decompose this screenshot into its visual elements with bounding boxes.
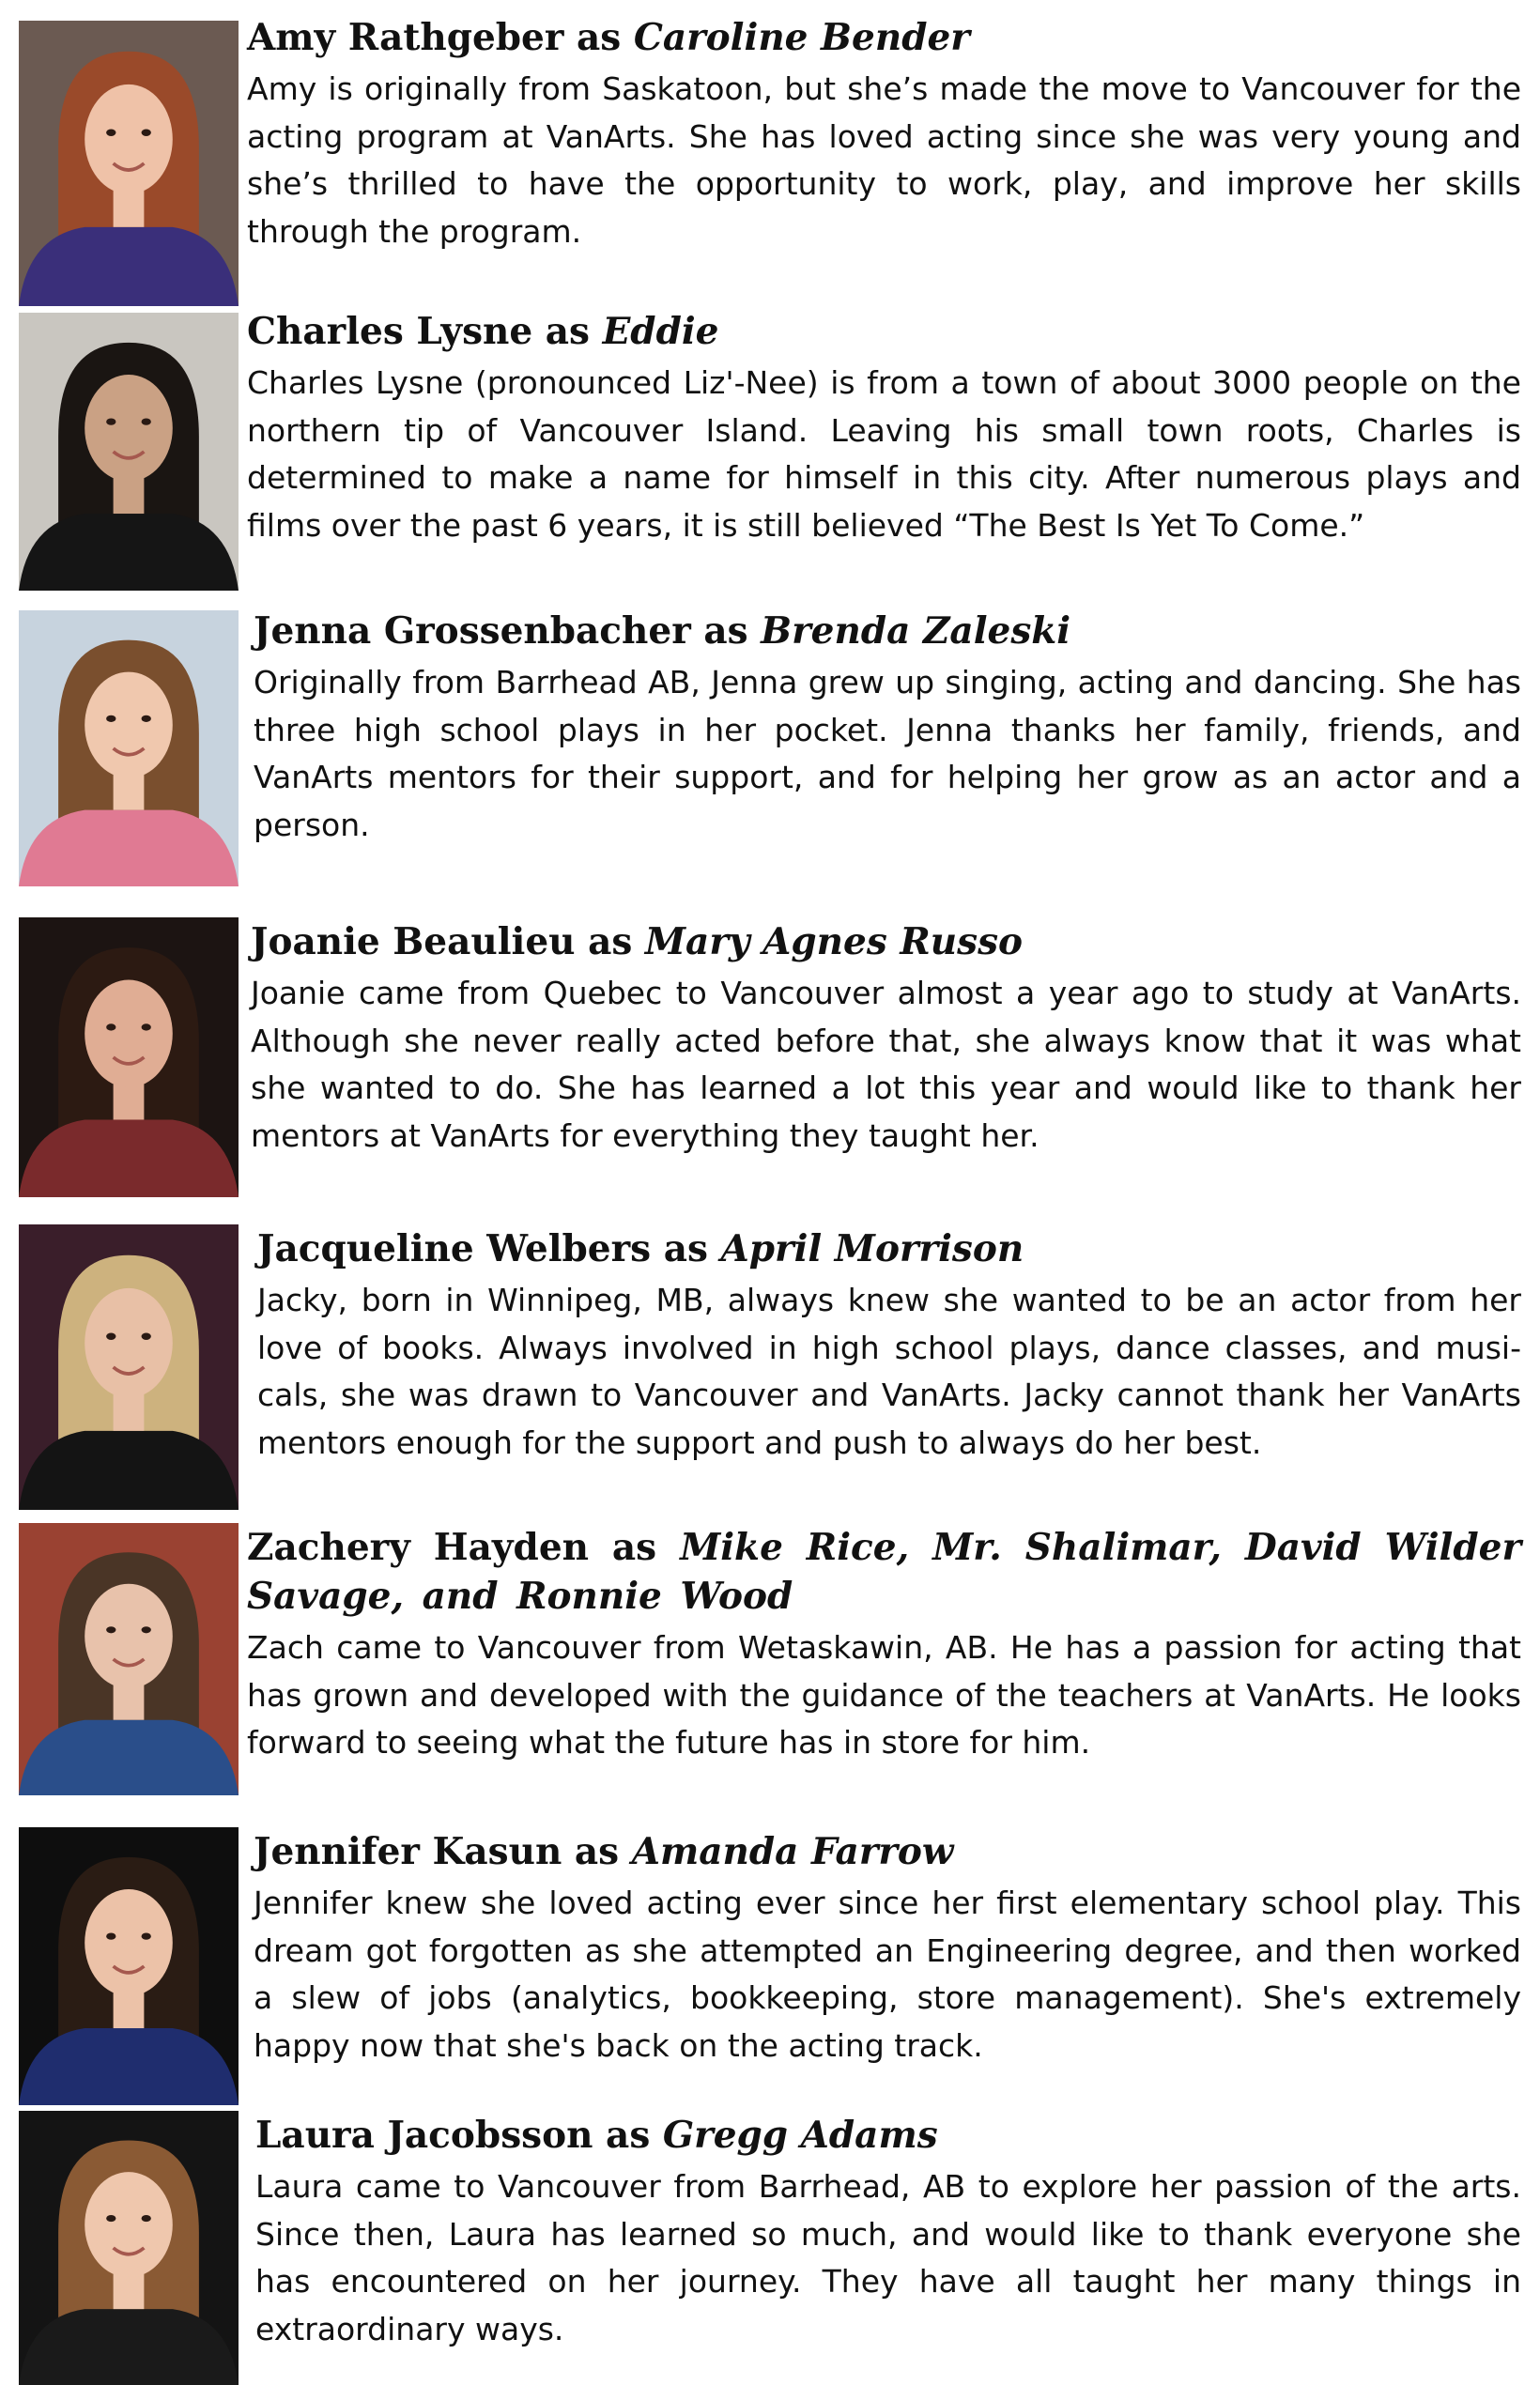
actor-name: Laura Jacobsson as xyxy=(255,2114,651,2157)
cast-name-line xyxy=(254,1827,1521,1876)
actor-name: Jennifer Kasun as xyxy=(254,1830,620,1873)
actor-name: Amy Rathgeber as xyxy=(247,16,622,59)
headshot-image xyxy=(19,1523,239,1795)
role-name: Gregg Adams xyxy=(662,2114,938,2157)
headshot-photo xyxy=(19,2111,239,2385)
actor-bio: Charles Lysne (pronounced Liz'-Nee) is from a town of about 3000 people on the northern tip of Vancouver Island. Leaving his small town roots, Charles is determined to make a name for himself in this city. After numerous plays and films over the past 6 years, it is still believed “The Best Is Yet To Come.” xyxy=(247,364,1521,544)
cast-text xyxy=(255,2111,1521,2353)
cast-name-line xyxy=(257,1224,1521,1273)
cast-name-line xyxy=(255,2111,1521,2160)
headshot-photo xyxy=(19,1523,239,1795)
role-name: Eddie xyxy=(602,310,719,353)
role-name: Mike Rice, Mr. Shalimar, David Wilder Savage, and Ronnie Wood xyxy=(247,1526,1521,1618)
cast-name-line xyxy=(254,607,1521,655)
cast-text xyxy=(257,1224,1521,1467)
cast-text xyxy=(247,307,1521,549)
actor-bio: Zach came to Vancouver from Wetaskawin, AB. He has a passion for acting that has grown and developed with the guidance of the teachers at VanArts. He looks forward to seeing what the future has in store for him. xyxy=(247,1629,1521,1761)
cast-text xyxy=(251,917,1521,1160)
headshot-photo xyxy=(19,21,239,306)
actor-name: Zachery Hayden as xyxy=(247,1526,681,1569)
actor-name: Jacqueline Welbers as xyxy=(257,1227,708,1270)
actor-bio: Jennifer knew she loved acting ever since her first elementary school play. This dream got forgotten as she attempted an Engineering degree, and then worked a slew of jobs (analytics, bookkeeping, store management). She's extremely happy now that she's back on the acting track. xyxy=(254,1885,1521,2064)
actor-bio: Amy is originally from Saskatoon, but she’s made the move to Vancouver for the acting program at VanArts. She has loved acting since she was very young and she’s thrilled to have the opportunity to work, play, and improve her skills through the program. xyxy=(247,70,1521,250)
actor-name: Joanie Beaulieu as xyxy=(251,920,645,963)
cast-name-line xyxy=(247,307,1521,356)
role-name: April Morrison xyxy=(720,1227,1024,1270)
headshot-photo xyxy=(19,1224,239,1510)
cast-text xyxy=(247,13,1521,255)
actor-bio: Joanie came from Quebec to Vancouver almost a year ago to study at VanArts. Although she never really acted before that, she always know that it was what she wanted to do. She has learned a lot this year and would like to thank her mentors at VanArts for everything they taught her. xyxy=(251,975,1521,1154)
headshot-image xyxy=(19,610,239,886)
role-name: Brenda Zaleski xyxy=(761,609,1071,653)
headshot-photo xyxy=(19,1827,239,2105)
actor-bio: Originally from Barrhead AB, Jenna grew up singing, acting and dancing. She has three high school plays in her pocket. Jenna thanks her family, friends, and VanArts mentors for their support, and for helping her grow as an actor and a person. xyxy=(254,664,1521,843)
cast-name-line xyxy=(247,1523,1521,1621)
actor-bio: Laura came to Vancouver from Barrhead, AB to explore her passion of the arts. Since then, Laura has learned so much, and would like to thank everyone she has encountered on her journey. They have all taught her many things in extraordinary ways. xyxy=(255,2168,1521,2347)
role-name: Caroline Bender xyxy=(633,16,970,59)
role-name: Mary Agnes Russo xyxy=(644,920,1024,963)
cast-name-line xyxy=(247,13,1521,62)
headshot-image xyxy=(19,1827,239,2105)
headshot-image xyxy=(19,313,239,591)
actor-name: Charles Lysne as xyxy=(247,310,590,353)
role-name: Amanda Farrow xyxy=(631,1830,954,1873)
actor-bio: Jacky, born in Winnipeg, MB, always knew she wanted to be an actor from her love of books. Always involved in high school plays, dance classes, and musi-cals, she was drawn to Vancouver and VanArts. Jacky cannot thank her VanArts mentors enough for the support and push to always do her best. xyxy=(257,1282,1521,1461)
cast-text xyxy=(254,607,1521,849)
cast-name-line xyxy=(251,917,1521,966)
headshot-photo xyxy=(19,917,239,1197)
headshot-image xyxy=(19,917,239,1197)
headshot-photo xyxy=(19,610,239,886)
cast-text xyxy=(254,1827,1521,2070)
headshot-image xyxy=(19,21,239,306)
headshot-photo xyxy=(19,313,239,591)
cast-text xyxy=(247,1523,1521,1767)
headshot-image xyxy=(19,2111,239,2385)
actor-name: Jenna Grossenbacher as xyxy=(254,609,762,653)
headshot-image xyxy=(19,1224,239,1510)
